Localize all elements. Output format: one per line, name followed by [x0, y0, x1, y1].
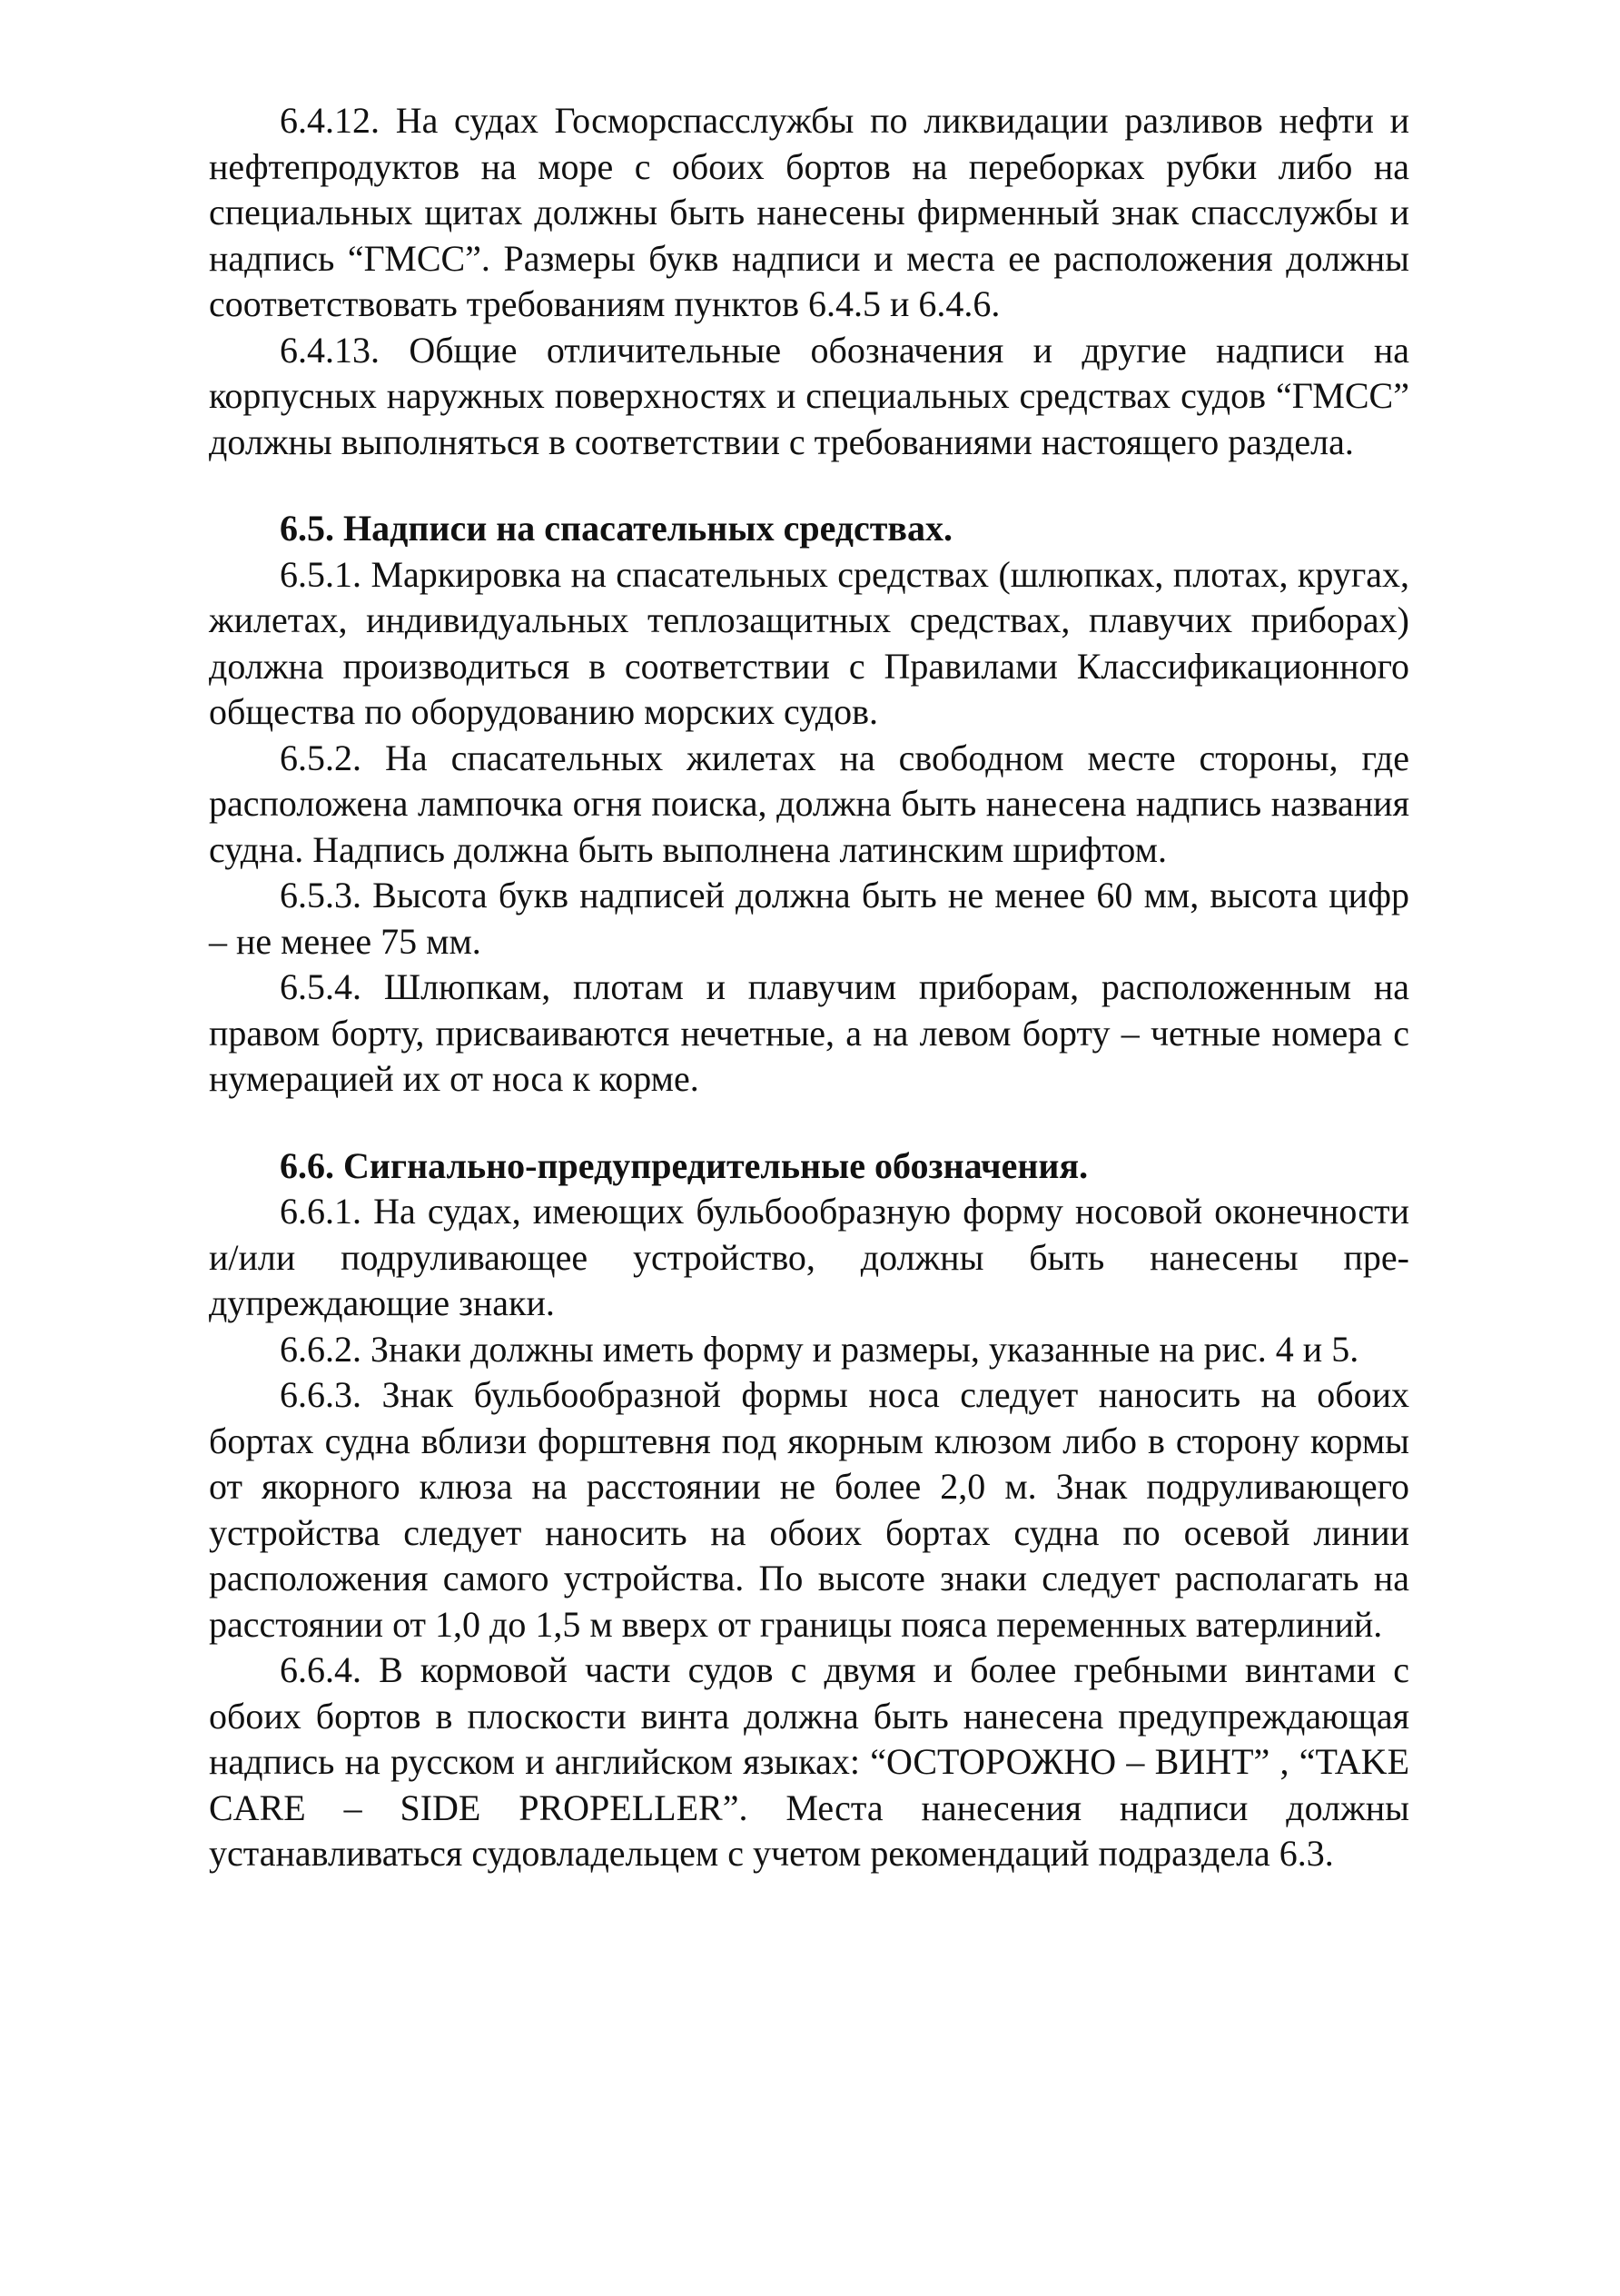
- paragraph-6-4-12: 6.4.12. На судах Госморспасслужбы по ликвидации разливов нефти и нефтепродуктов на море с обоих бортов на переборках рубки либо на специальных щитах должны быть нанесены фирменный знак спасслужбы и надпись “ГМСС”. Размеры букв надписи и места ее расположения должны соответствовать требованиям пунктов 6.4.5 и 6.4.6.: [209, 100, 1409, 324]
- paragraph-6-6-1: 6.6.1. На судах, имеющих бульбообразную форму носовой оконечности и/или подруливающее устройство, должны быть нанесены предупреждающие знаки.: [209, 1191, 1409, 1323]
- section-gap: [209, 1103, 1409, 1143]
- paragraph-6-4-13: 6.4.13. Общие отличительные обозначения и другие надписи на корпусных наружных поверхностях и специальных средствах судов “ГМСС” должны выполняться в соответствии с требованиями настоящего раздела.: [209, 329, 1409, 462]
- paragraph-6-5-4: 6.5.4. Шлюпкам, плотам и плавучим приборам, расположенным на правом борту, присваиваются нечетные, а на левом борту – четные номера с нумерацией их от носа к корме.: [209, 966, 1409, 1099]
- paragraph-6-6-3: 6.6.3. Знак бульбообразной формы носа следует наносить на обоих бортах судна вблизи форштевня под якорным клюзом либо в сторону кормы от якорного клюза на расстоянии не более 2,0 м. Знак подруливающего устройства следует наносить на обоих бортах судна по осевой линии расположения самого устройства. По высоте знаки следует располагать на расстоянии от 1,0 до 1,5 м вверх от границы пояса переменных ватерлиний.: [209, 1374, 1409, 1645]
- heading-6-6: 6.6. Сигнально-предупредительные обозначения.: [280, 1144, 1089, 1186]
- paragraph-6-6-2: 6.6.2. Знаки должны иметь форму и размеры, указанные на рис. 4 и 5.: [280, 1328, 1359, 1370]
- heading-6-5: 6.5. Надписи на спасательных средствах.: [280, 508, 953, 549]
- paragraph-6-5-2: 6.5.2. На спасательных жилетах на свободном месте стороны, где расположена лампочка огня поиска, должна быть нанесена надпись названия судна. Надпись должна быть выполнена латинским шрифтом.: [209, 737, 1409, 870]
- document-page: [209, 98, 1409, 1877]
- paragraph-6-5-3: 6.5.3. Высота букв надписей должна быть не менее 60 мм, высота цифр – не менее 75 мм.: [209, 875, 1409, 962]
- section-gap: [209, 465, 1409, 506]
- paragraph-6-5-1: 6.5.1. Маркировка на спасательных средствах (шлюпках, плотах, кругах, жилетах, индивидуальных теплозащитных средствах, плавучих приборах) должна производиться в соответствии с Правилами Классификационного общества по оборудованию морских судов.: [209, 553, 1409, 732]
- paragraph-6-6-4: 6.6.4. В кормовой части судов с двумя и более гребными винтами с обоих бортов в плоскости винта должна быть нанесена предупреждающая надпись на русском и английском языках: “ОСТОРОЖНО – ВИНТ” , “TAKE CARE – SIDE PROPELLER”. Места нанесения надписи должны устанавливаться судовладельцем с учетом рекомендаций подраздела 6.3.: [209, 1649, 1409, 1874]
